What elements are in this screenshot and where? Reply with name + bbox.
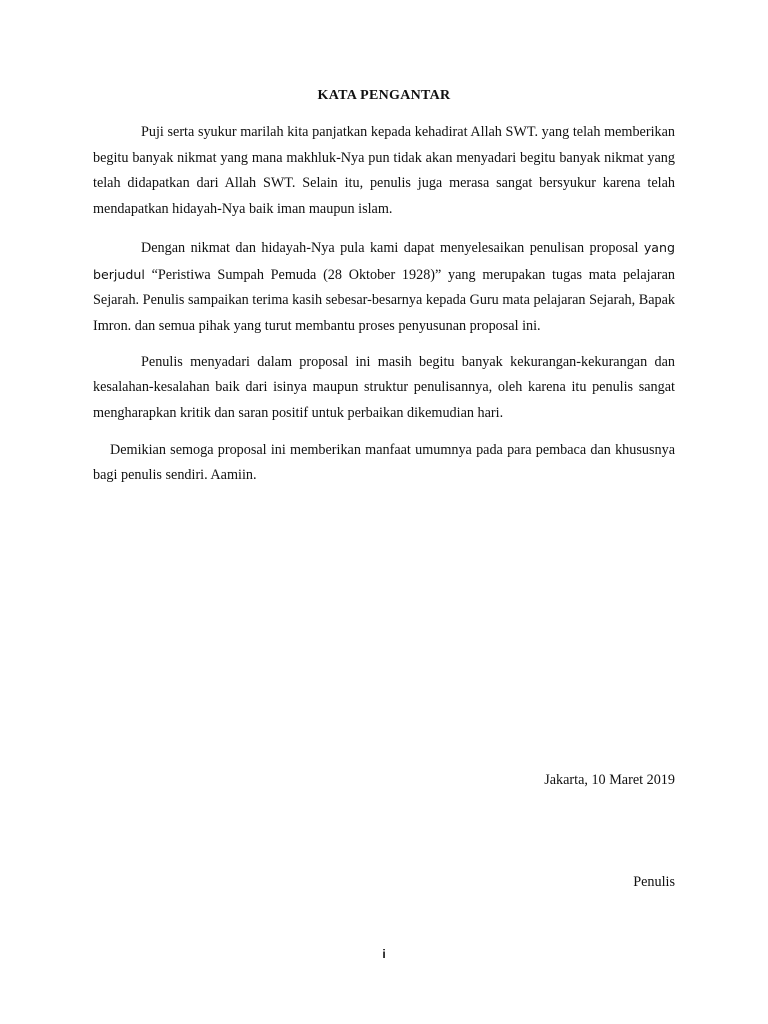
paragraph-4: Demikian semoga proposal ini memberikan manfaat umumnya pada para pembaca dan khususnya bagi penulis sendiri. Aamiin. bbox=[93, 441, 675, 484]
paragraph-2-start: Dengan nikmat dan hidayah-Nya pula kami dapat menyelesaikan penulisan proposal bbox=[141, 239, 639, 256]
document-body bbox=[93, 120, 675, 501]
paragraph-2-sans-text: yang berjudul bbox=[93, 239, 675, 282]
paragraph-2 bbox=[93, 235, 675, 340]
paragraph-1: Puji serta syukur marilah kita panjatkan kepada kehadirat Allah SWT. yang telah memberikan begitu banyak nikmat yang mana makhluk-Nya pun tidak akan menyadari begitu banyak nikmat yang telah didapatkan dari Allah SWT. Selain itu, penulis juga merasa sangat bersyukur karena telah mendapatkan hidayah-Nya baik iman maupun islam. bbox=[93, 124, 675, 218]
signer-label: Penulis bbox=[633, 874, 675, 890]
page-title: KATA PENGANTAR bbox=[317, 88, 451, 103]
paragraph-2-rest: “Peristiwa Sumpah Pemuda (28 Oktober 1928)” yang merupakan tugas mata pelajaran Sejarah. Penulis sampaikan terima kasih sebesar-besarnya kepada Guru mata pelajaran Sejarah, Bapak Imron. dan semua pihak yang turut membantu proses penyusunan proposal ini. bbox=[93, 266, 675, 334]
paragraph-3: Penulis menyadari dalam proposal ini masih begitu banyak kekurangan-kekurangan dan kesalahan-kesalahan baik dari isinya maupun struktur penulisannya, oleh karena itu penulis sangat mengharapkan kritik dan saran positif untuk perbaikan dikemudian hari. bbox=[93, 353, 675, 422]
place-date: Jakarta, 10 Maret 2019 bbox=[544, 772, 675, 788]
page-number: i bbox=[382, 947, 386, 961]
